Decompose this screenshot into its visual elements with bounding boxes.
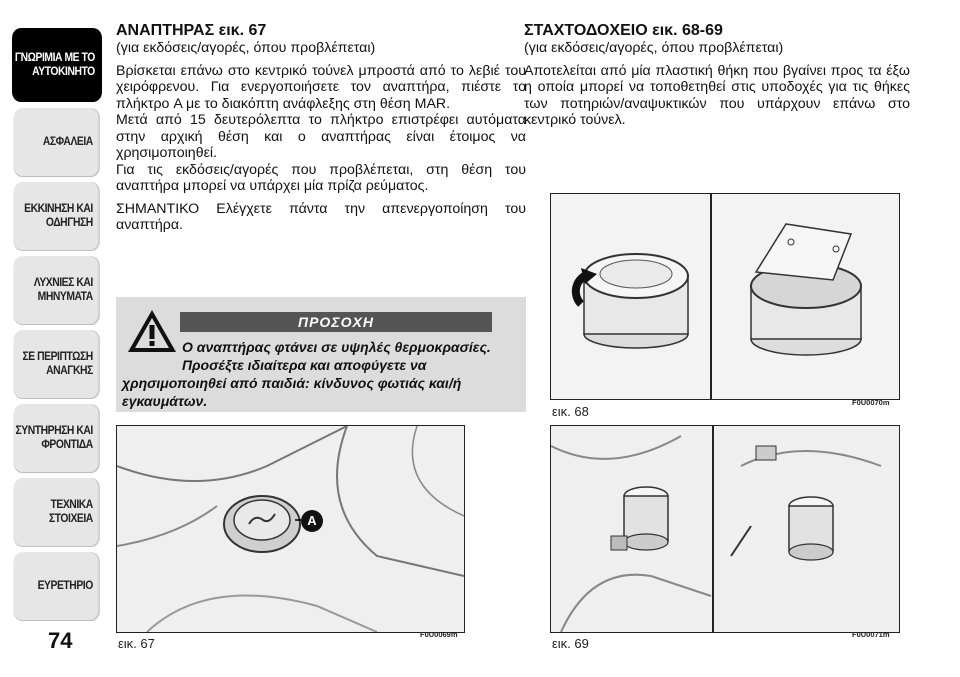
- ashtray-installed-illustration: [551, 426, 899, 632]
- ashtray-section: [524, 22, 910, 129]
- tab-maintenance[interactable]: ΣΥΝΤΗΡΗΣΗ ΚΑΙ ΦΡΟΝΤΙΔΑ: [14, 404, 100, 472]
- warning-text: [122, 338, 518, 410]
- ashtray-illustration: [551, 194, 899, 399]
- figure-68-ashtray: [550, 193, 900, 400]
- lighter-title: ΑΝΑΠΤΗΡΑΣ εικ. 67: [116, 22, 267, 39]
- figure-69-code: F0U0071m: [852, 630, 890, 639]
- ashtray-subtitle: (για εκδόσεις/αγορές, όπου προβλέπεται): [524, 40, 784, 56]
- tab-emergency[interactable]: ΣΕ ΠΕΡΙΠΤΩΣΗ ΑΝΑΓΚΗΣ: [14, 330, 100, 398]
- lighter-paragraph-4: ΣΗΜΑΝΤΙΚΟ Ελέγχετε πάντα την απενεργοποίηση του αναπτήρα.: [116, 200, 526, 233]
- figure-67-lighter: [116, 425, 465, 633]
- tab-technical-data[interactable]: ΤΕΧΝΙΚΑ ΣΤΟΙΧΕΙΑ: [14, 478, 100, 546]
- tab-starting-driving[interactable]: ΕΚΚΙΝΗΣΗ ΚΑΙ ΟΔΗΓΗΣΗ: [14, 182, 100, 250]
- lighter-paragraph-3: Για τις εκδόσεις/αγορές που προβλέπεται, στη θέση του αναπτήρα μπορεί να υπάρχει μία πρίζα ρεύματος.: [116, 161, 526, 194]
- figure-67-code: F0U0069m: [420, 630, 458, 639]
- warning-text-first: Ο αναπτήρας φτάνει σε υψηλές θερμοκρασίες. Προσέξτε ιδιαίτερα και αποφύγετε να: [182, 339, 491, 373]
- lighter-section: [116, 22, 526, 234]
- figure-68-code: F0U0070m: [852, 398, 890, 407]
- chapter-sidebar: [0, 0, 104, 640]
- ashtray-paragraph-1: Αποτελείται από μία πλαστική θήκη που βγαίνει προς τα έξω η οποία μπορεί να τοποθετηθεί στις υποδοχές για τις θήκες των ποτηριών/αναψυκτικών που υπάρχουν επάνω στο κεντρικό τούνελ.: [524, 62, 910, 128]
- warning-header: ΠΡΟΣΟΧΗ: [180, 312, 492, 332]
- figure-69-ashtray-installed: [550, 425, 900, 633]
- tab-index[interactable]: ΕΥΡΕΤΗΡΙΟ: [14, 552, 100, 620]
- lighter-paragraph-1: Βρίσκεται επάνω στο κεντρικό τούνελ μπροστά από το λεβιέ του χειρόφρενου. Για ενεργοποιήσετε τον αναπτήρα, πιέστε το πλήκτρο A με το διακόπτη ανάφλεξης στη θέση MAR.: [116, 62, 526, 112]
- lighter-subtitle: (για εκδόσεις/αγορές, όπου προβλέπεται): [116, 40, 376, 56]
- page-number: 74: [48, 628, 73, 653]
- ashtray-title: ΣΤΑΧΤΟΔΟΧΕΙΟ εικ. 68-69: [524, 22, 723, 39]
- tab-lights-messages[interactable]: ΛΥΧΝΙΕΣ ΚΑΙ ΜΗΝΥΜΑΤΑ: [14, 256, 100, 324]
- lighter-illustration: [117, 426, 464, 632]
- callout-a: A: [301, 510, 323, 532]
- figure-69-label: εικ. 69: [552, 636, 589, 651]
- figure-68-label: εικ. 68: [552, 404, 589, 419]
- lighter-paragraph-2: Μετά από 15 δευτερόλεπτα το πλήκτρο επιστρέφει αυτόματα στην αρχική θέση και ο αναπτήρας είναι έτοιμος να χρησιμοποιηθεί.: [116, 112, 526, 161]
- figure-67-label: εικ. 67: [118, 636, 155, 651]
- tab-safety[interactable]: ΑΣΦΑΛΕΙΑ: [14, 108, 100, 176]
- warning-text-rest: χρησιμοποιηθεί από παιδιά: κίνδυνος φωτιάς και/ή εγκαυμάτων.: [122, 375, 462, 409]
- tab-getting-to-know[interactable]: ΓΝΩΡΙΜΙΑ ΜΕ ΤΟ ΑΥΤΟΚΙΝΗΤΟ: [12, 28, 102, 102]
